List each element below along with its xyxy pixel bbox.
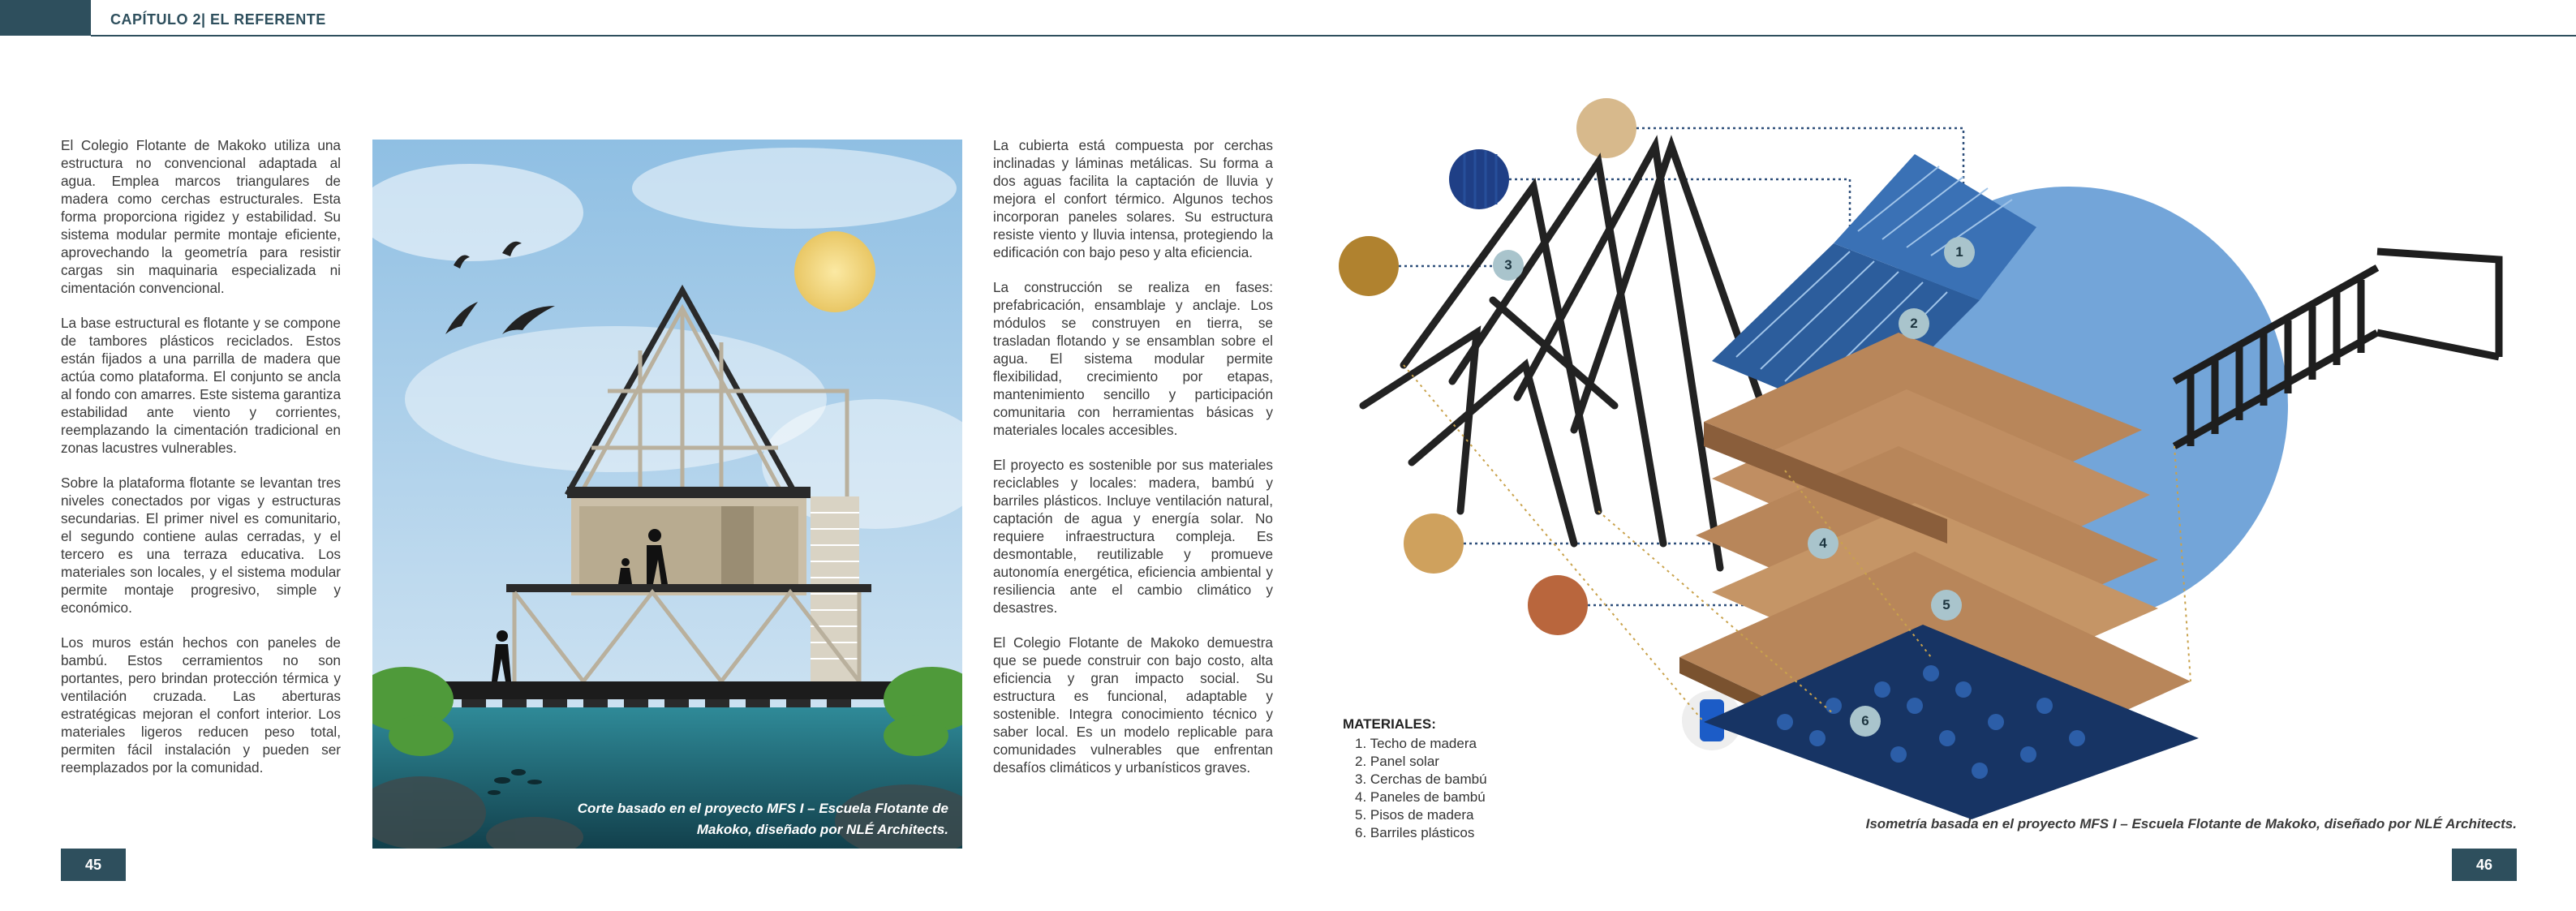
list-item: 1. Techo de madera	[1355, 736, 1477, 751]
sun-icon	[794, 231, 875, 312]
callout-badge-1: 1	[1944, 237, 1975, 268]
materials-list	[1355, 735, 1487, 842]
paragraph: El proyecto es sostenible por sus materiales reciclables y locales: madera, bambú y barriles plásticos. Incluye ventilación natural, captación de agua y energía solar. No requiere infraestructura compleja. Es desmontable, reutilizable y promueve autonomía energética, eficiencia ambiental y resiliencia ante el cambio climático y desastres.	[993, 457, 1273, 616]
left-text-column	[61, 136, 341, 793]
isometry-caption: Isometría basada en el proyecto MFS I – Escuela Flotante de Makoko, diseñado por NLÉ Architects.	[1865, 816, 2517, 832]
list-item: 2. Panel solar	[1355, 754, 1439, 769]
list-item: 4. Paneles de bambú	[1355, 789, 1486, 805]
callout-badge-6: 6	[1850, 706, 1881, 737]
list-item: 6. Barriles plásticos	[1355, 825, 1475, 840]
callout-badge-2: 2	[1899, 308, 1929, 339]
paragraph: La cubierta está compuesta por cerchas inclinadas y láminas metálicas. Su forma a dos aguas facilita la captación de lluvia y mejora el confort térmico. Algunos techos incorporan paneles solares. Su estructura resiste viento y lluvia intensa, protegiendo la edificación con bajo peso y alta eficiencia.	[993, 137, 1273, 260]
floating-platform	[445, 681, 900, 699]
header-block	[0, 0, 91, 36]
section-drawing	[372, 140, 962, 849]
section-illustration	[372, 140, 962, 849]
bamboo-truss-swatch	[1339, 236, 1399, 296]
callout-badge-3: 3	[1493, 250, 1524, 281]
paragraph: El Colegio Flotante de Makoko utiliza una estructura no convencional adaptada al agua. Emplea marcos triangulares de madera como cerchas estructurales. Esta forma proporciona rigidez y estabilidad. Su sistema modular permite montaje eficiente, aprovechando la geometría para resistir cargas sin maquinaria especializada ni cimentación convencional.	[61, 137, 341, 296]
callout-badge-5: 5	[1931, 590, 1962, 621]
solar-panel-swatch	[1449, 149, 1509, 209]
bamboo-panel-swatch	[1404, 514, 1464, 574]
figure-caption: Corte basado en el proyecto MFS I – Escuela Flotante de Makoko, diseñado por NLÉ Architects.	[577, 801, 948, 837]
list-item: 5. Pisos de madera	[1355, 807, 1474, 823]
wood-roof-swatch	[1576, 98, 1636, 158]
paragraph: Sobre la plataforma flotante se levantan tres niveles conectados por vigas y estructuras secundarias. El primer nivel es comunitario, el segundo contiene aulas cerradas, y el tercero es una terraza educativa. Los materiales son locales, y el sistema modular permite montaje progresivo, simple y económico.	[61, 475, 341, 616]
isometric-drawing	[1331, 89, 2515, 819]
page-number-right: 46	[2452, 849, 2517, 881]
header-rule	[91, 35, 2576, 37]
paragraph: El Colegio Flotante de Makoko demuestra que se puede construir con bajo costo, alta eficiencia y gran impacto social. Su estructura es funcional, adaptable y sostenible. Integra conocimiento técnico y saber local. Es un modelo replicable para comunidades vulnerables que enfrentan desafíos climáticos y urbanísticos graves.	[993, 634, 1273, 776]
isometric-illustration	[1331, 89, 2515, 819]
callout-badge-4: 4	[1808, 528, 1838, 559]
paragraph: Los muros están hechos con paneles de bambú. Estos cerramientos no son portantes, pero brindan protección térmica y ventilación cruzada. Las aberturas estratégicas mejoran el confort interior. Los materiales ligeros reducen peso total, permiten fácil instalación y pueden ser reemplazados por la comunidad.	[61, 634, 341, 776]
materials-title: MATERIALES:	[1343, 716, 1436, 732]
wood-floor-swatch	[1528, 575, 1588, 635]
chapter-title: CAPÍTULO 2| EL REFERENTE	[110, 11, 326, 28]
list-item: 3. Cerchas de bambú	[1355, 771, 1487, 787]
paragraph: La base estructural es flotante y se compone de tambores plásticos reciclados. Estos están fijados a una parrilla de madera que actúa como plataforma. El conjunto se ancla al fondo con amarres. Este sistema garantiza estabilidad ante viento y corrientes, reemplazando la cimentación tradicional en zonas lacustres vulnerables.	[61, 315, 341, 456]
middle-text-column	[993, 136, 1273, 793]
paragraph: La construcción se realiza en fases: prefabricación, ensamblaje y anclaje. Los módulos se construyen en tierra, se trasladan flotando y se ensamblan sobre el agua. El sistema modular permite flexibilidad, crecimiento por etapas, mantenimiento sencillo y participación comunitaria con herramientas básicas y materiales locales accesibles.	[993, 279, 1273, 438]
page-number-left: 45	[61, 849, 126, 881]
